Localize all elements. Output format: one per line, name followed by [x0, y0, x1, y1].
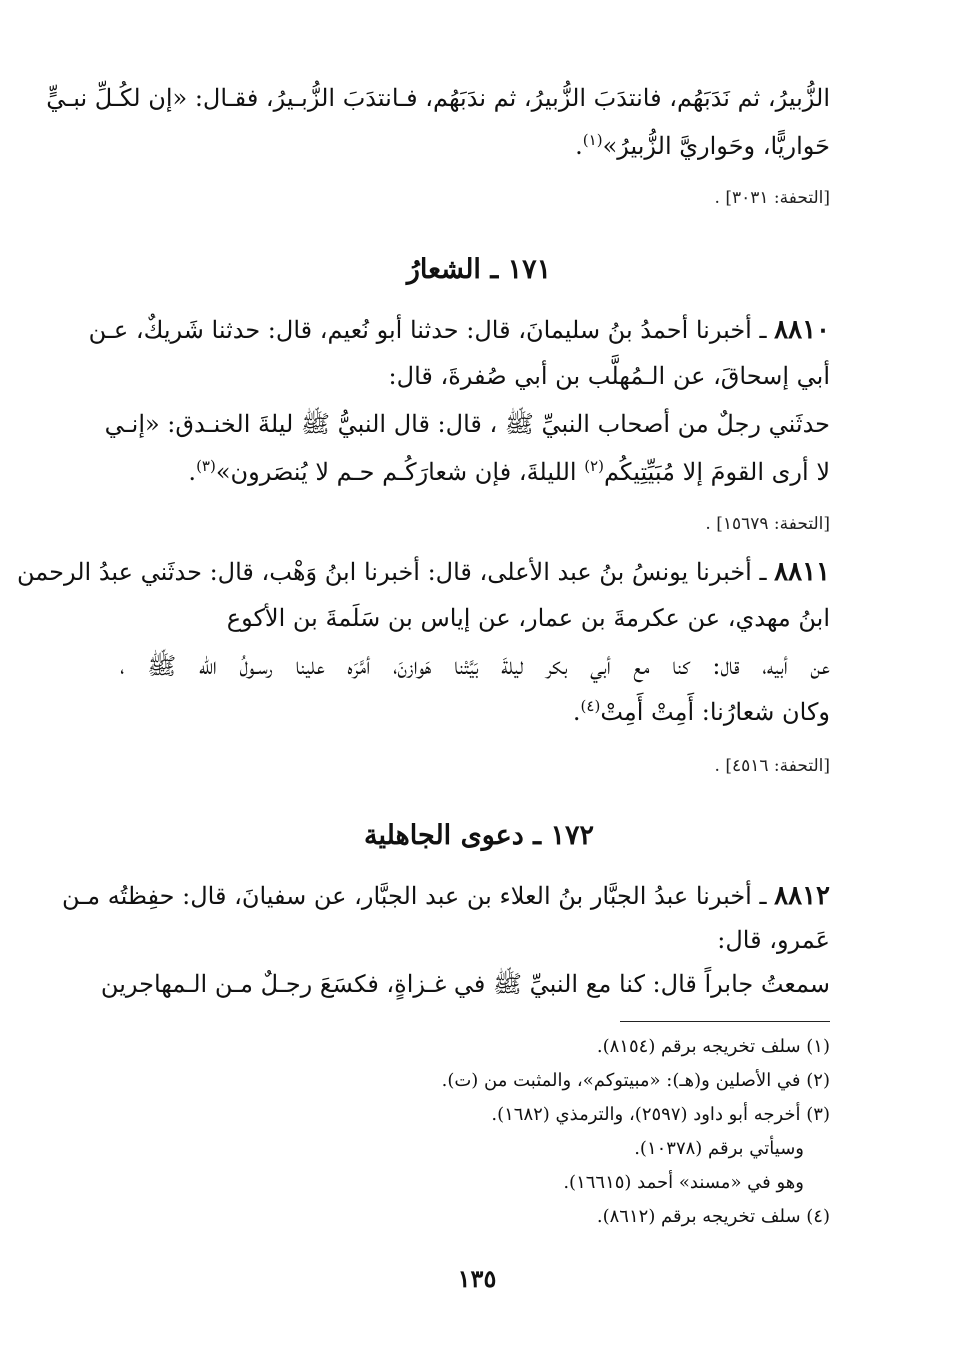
text-segment: حَواريًّا، وحَواريَّ الزُّبيرُ» [602, 132, 830, 160]
footnote: (٤) سلف تخريجه برقم (٨٦١٢). [596, 1206, 830, 1227]
text-segment: الليلةَ، فإن شعارَكُـم حـم لا يُنصَرون» [215, 458, 585, 486]
footnote-divider [620, 1021, 830, 1022]
hadith-first-line [61, 878, 830, 914]
tuhfa-reference: [التحفة: ٤٥١٦] . [714, 756, 830, 776]
text-line: أبي إسحاقَ، عن الـمُهلَّب بن أبي صُفرةَ، قال: [388, 362, 830, 390]
text-segment: وكان شعارُنا: أَمِتْ أَمِتْ [600, 698, 830, 726]
text-segment: . [572, 698, 581, 726]
footnote: (٣) أخرجه أبو داود (٢٥٩٧)، والترمذي (١٦٨٢). [491, 1104, 830, 1125]
footnote-marker[interactable]: (٤) [580, 697, 601, 715]
hadith-number: ٨٨١٠ [774, 315, 830, 345]
text-line: عن أبيه، قال: كنا مع أبي بكر ليلةَ بَيَّتْنا هَوازنَ، أمَّرَه علينا رسـولُ الله ﷺ ، [120, 652, 830, 680]
text-segment: ـ أخبرنا عبدُ الجبَّار بنُ العلاء بن عبد الجبَّار، عن سفيانَ، قال: حفِظتُه مـن [61, 882, 775, 910]
tuhfa-reference: [التحفة: ١٥٦٧٩] . [705, 514, 830, 534]
text-segment: ـ أخبرنا يونسُ بنُ عبد الأعلى، قال: أخبرنا ابنُ وَهْب، قال: حدثَني عبدُ الرحمن [16, 558, 775, 586]
hadith-first-line [88, 312, 830, 348]
text-segment: ـ أخبرنا أحمدُ بنُ سليمانَ، قال: حدثنا أبو نُعيم، قال: حدثنا شَريكٌ، عـن [88, 316, 775, 344]
text-line: ابنُ مهدي، عن عكرمةَ بن عمار، عن إياس بن سَلَمةَ بن الأكوع [226, 604, 830, 632]
hadith-first-line [16, 554, 830, 590]
footnote-marker[interactable]: (١) [582, 131, 603, 149]
footnote-marker[interactable]: (٢) [584, 457, 604, 475]
footnote-marker[interactable]: (٣) [196, 457, 216, 475]
text-line [120, 694, 830, 730]
text-line: سمعتُ جابراً قال: كنا مع النبيِّ ﷺ في غـزاةٍ، فكسَعَ رجـلٌ مـن الـمهاجرين [100, 970, 830, 998]
text-segment: لا أرى القومَ إلا مُبَيِّتِيكُم [603, 458, 830, 486]
text-line [120, 454, 830, 490]
text-line: حدثَني رجلٌ من أصحاب النبيِّ ﷺ ، قال: قال النبيُّ ﷺ ليلةَ الخنـدق: «إنـي [104, 410, 830, 438]
tuhfa-reference: [التحفة: ٣٠٣١] . [714, 188, 830, 208]
text-line: عَمرو، قال: [717, 926, 830, 954]
text-line [120, 128, 830, 164]
hadith-number: ٨٨١١ [774, 557, 830, 587]
hadith-number: ٨٨١٢ [774, 881, 830, 911]
footnote: (٢) في الأصلين و(هـ): «مبيتوكم»، والمثبت من (ت). [441, 1070, 830, 1091]
page-number: ١٣٥ [457, 1264, 497, 1293]
chapter-heading: ١٧١ ـ الشعارُ [406, 254, 552, 285]
footnote: (١) سلف تخريجه برقم (٨١٥٤). [596, 1036, 830, 1057]
text-segment: . [188, 458, 197, 486]
footnote: وسيأتي برقم (١٠٣٧٨). [634, 1138, 804, 1159]
footnote: وهو في «مسند» أحمد (١٦٦١٥). [563, 1172, 804, 1193]
text-segment: . [575, 132, 583, 160]
text-line: الزُّبيرُ، ثم نَدَبَهُم، فانتدَبَ الزُّبيرُ، ثم ندَبَهُم، فـانتدَبَ الزُّبـيرُ، فقـال: «إن لكُـلِّ نبـيٍّ [46, 84, 830, 112]
chapter-heading: ١٧٢ ـ دعوى الجاهلية [363, 820, 595, 851]
